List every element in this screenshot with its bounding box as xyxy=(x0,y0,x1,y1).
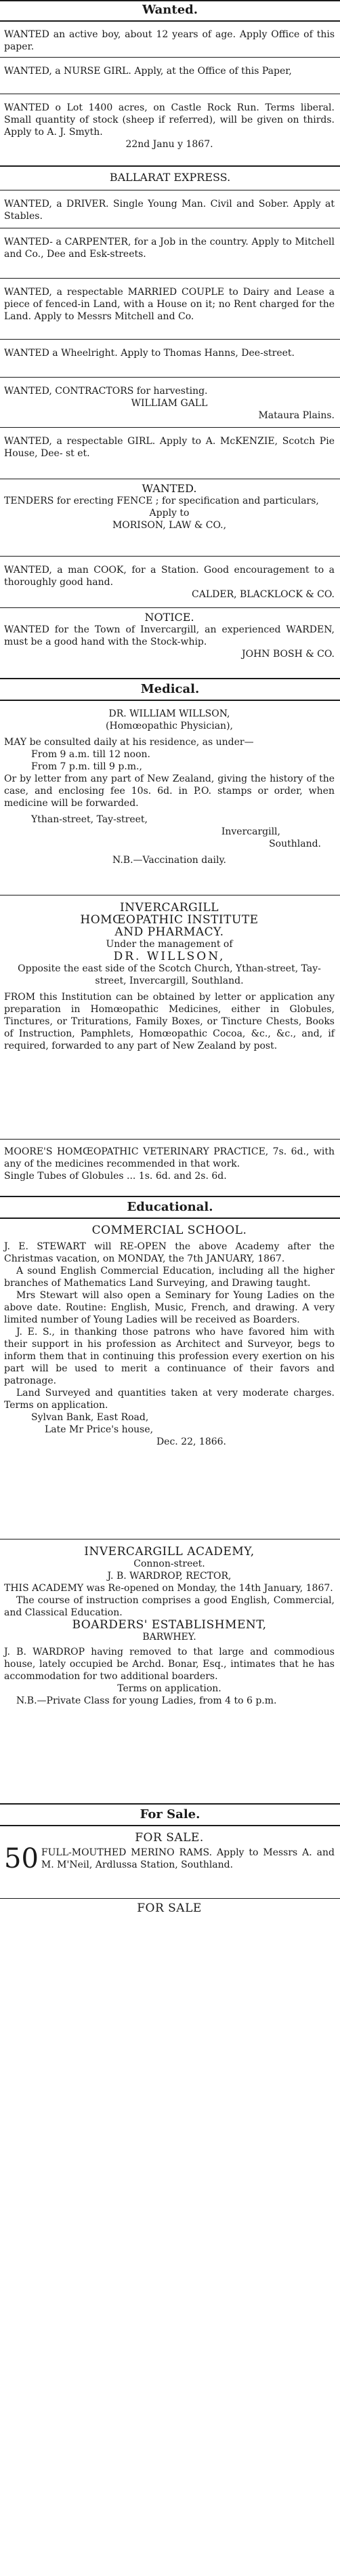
rule xyxy=(0,20,340,22)
rule xyxy=(0,0,340,1)
rule xyxy=(0,278,340,279)
rule xyxy=(0,427,340,428)
ad-contractors: WANTED, CONTRACTORS for harvesting. WILLIAM GALL Mataura Plains. xyxy=(4,386,335,421)
rule xyxy=(0,556,340,557)
section-heading-medical: Medical. xyxy=(140,682,200,696)
rule xyxy=(0,57,340,58)
ad-cook: WANTED, a man COOK, for a Station. Good encouragement to a thoroughly good hand. CALDER, BLACKLOCK & CO. xyxy=(4,565,335,600)
ad-homeopathic-institute: INVERCARGILL HOMŒOPATHIC INSTITUTE AND PHARMACY. Under the management of DR. WILLSON, Opposite the east side of the Scotch Church, Ythan-street, Tay-street, Invercargill, Southland. FROM this Institution can be obtained by letter or application any preparation in Homœopathic Medicines, either in Globules, Tinctures, or Triturations, Family Boxes, or Tincture Chests, Books of Instruction, Pamphlets, Homœopathic Cocoa, &c., &c., and, if required, forwarded to any part of New Zealand by post. xyxy=(4,901,335,1051)
ad-married-couple: WANTED, a respectable MARRIED COUPLE to Dairy and Lease a piece of fenced-in Land, with a House on it; no Rent charged for the Land. Apply to Messrs Mitchell and Co. xyxy=(4,287,335,322)
rule xyxy=(0,1217,340,1219)
rule xyxy=(0,678,340,679)
ad-commercial-school: COMMERCIAL SCHOOL. J. E. STEWART will RE-OPEN the above Academy after the Christmas vacation, on MONDAY, the 7th JANUARY, 1867. A sound English Commercial Education, including all the higher branches of Mathematics Land Surveying, and Drawing taught. Mrs Stewart will also open a Seminary for Young Ladies on the above date. Routine: English, Music, French, and drawing. A very limited number of Young Ladies will be received as Boarders. J. E. S., in thanking those patrons who have favored him with their support in his profession as Architect and Surveyor, begs to inform them that in continuing this profession every exertion on his part will be used to merit a continuance of their favors and patronage. Land Surveyed and quantities taken at very moderate charges. Terms on application. Sylvan Bank, East Road, Late Mr Price's house, Dec. 22, 1866. xyxy=(4,1224,335,1447)
section-heading-for-sale: For Sale. xyxy=(140,1807,200,1822)
rule xyxy=(0,1803,340,1805)
section-heading-educational: Educational. xyxy=(127,1200,213,1214)
ad-moore: MOORE'S HOMŒOPATHIC VETERINARY PRACTICE, 7s. 6d., with any of the medicines recommended in that work. Single Tubes of Globules ... 1s. 6d. and 2s. 6d. xyxy=(4,1146,335,1182)
ad-dr-willson: DR. WILLIAM WILLSON, (Homœopathic Physician), MAY be consulted daily at his residence, as under— From 9 a.m. till 12 noon. From 7 p.m. till 9 p.m., Or by letter from any part of New Zealand, giving the history of the case, and enclosing fee 10s. 6d. in P.O. stamps or order, when medicine will be forwarded. Ythan-street, Tay-street, Invercargill, Southland. N.B.—Vaccination daily. xyxy=(4,708,335,866)
ad-wheelright: WANTED a Wheelright. Apply to Thomas Hanns, Dee-street. xyxy=(4,348,295,359)
section-heading-wanted: Wanted. xyxy=(142,3,198,17)
rule xyxy=(0,339,340,340)
rule xyxy=(0,1196,340,1197)
ad-merino-rams: FOR SALE. 50 FULL-MOUTHED MERINO RAMS. Apply to Messrs A. and M. M'Neil, Ardlussa Station, Southland. xyxy=(4,1831,335,1874)
ad-driver: WANTED, a DRIVER. Single Young Man. Civil and Sober. Apply at Stables. xyxy=(4,199,335,222)
ad-carpenter: WANTED- a CARPENTER, for a Job in the country. Apply to Mitchell and Co., Dee and Esk-streets. xyxy=(4,237,335,260)
rule xyxy=(0,1825,340,1826)
ad-warden: NOTICE. WANTED for the Town of Invercargill, an experienced WARDEN, must be a good hand with the Stock-whip. JOHN BOSH & CO. xyxy=(4,611,335,660)
rule xyxy=(0,607,340,608)
ad-girl: WANTED, a respectable GIRL. Apply to A. McKENZIE, Scotch Pie House, Dee- st et. xyxy=(4,436,335,459)
ad-nurse: WANTED, a NURSE GIRL. Apply, at the Office of this Paper, xyxy=(4,66,292,77)
ad-fence: WANTED. TENDERS for erecting FENCE ; for specification and particulars, Apply to MORISON, LAW & CO., xyxy=(4,482,319,531)
sale-number: 50 xyxy=(4,1843,39,1874)
ad-castle-rock: WANTED o Lot 1400 acres, on Castle Rock Run. Terms liberal. Small quantity of stock (sheep if referred), will be given on thirds. Apply to A. J. Smyth. 22nd Janu y 1867. xyxy=(4,102,335,150)
rule xyxy=(0,165,340,167)
rule xyxy=(0,377,340,378)
ad-invercargill-academy: INVERCARGILL ACADEMY, Connon-street. J. B. WARDROP, RECTOR, THIS ACADEMY was Re-opened on Monday, the 14th January, 1867. The course of instruction comprises a good English, Commercial, and Classical Education. BOARDERS' ESTABLISHMENT, BARWHEY. J. B. WARDROP having removed to that large and commodious house, lately occupied be Archd. Bonar, Esq., intimates that he has accommodation for two additional boarders. Terms on application. N.B.—Private Class for young Ladies, from 4 to 6 p.m. xyxy=(4,1545,335,1706)
rule xyxy=(0,1139,340,1140)
rule xyxy=(0,700,340,701)
section-heading-ballarat: BALLARAT EXPRESS. xyxy=(109,171,231,184)
ad-boy: WANTED an active boy, about 12 years of age. Apply Office of this paper. xyxy=(4,29,335,52)
rule xyxy=(0,1898,340,1899)
ad-for-sale-next: FOR SALE xyxy=(137,1901,202,1915)
